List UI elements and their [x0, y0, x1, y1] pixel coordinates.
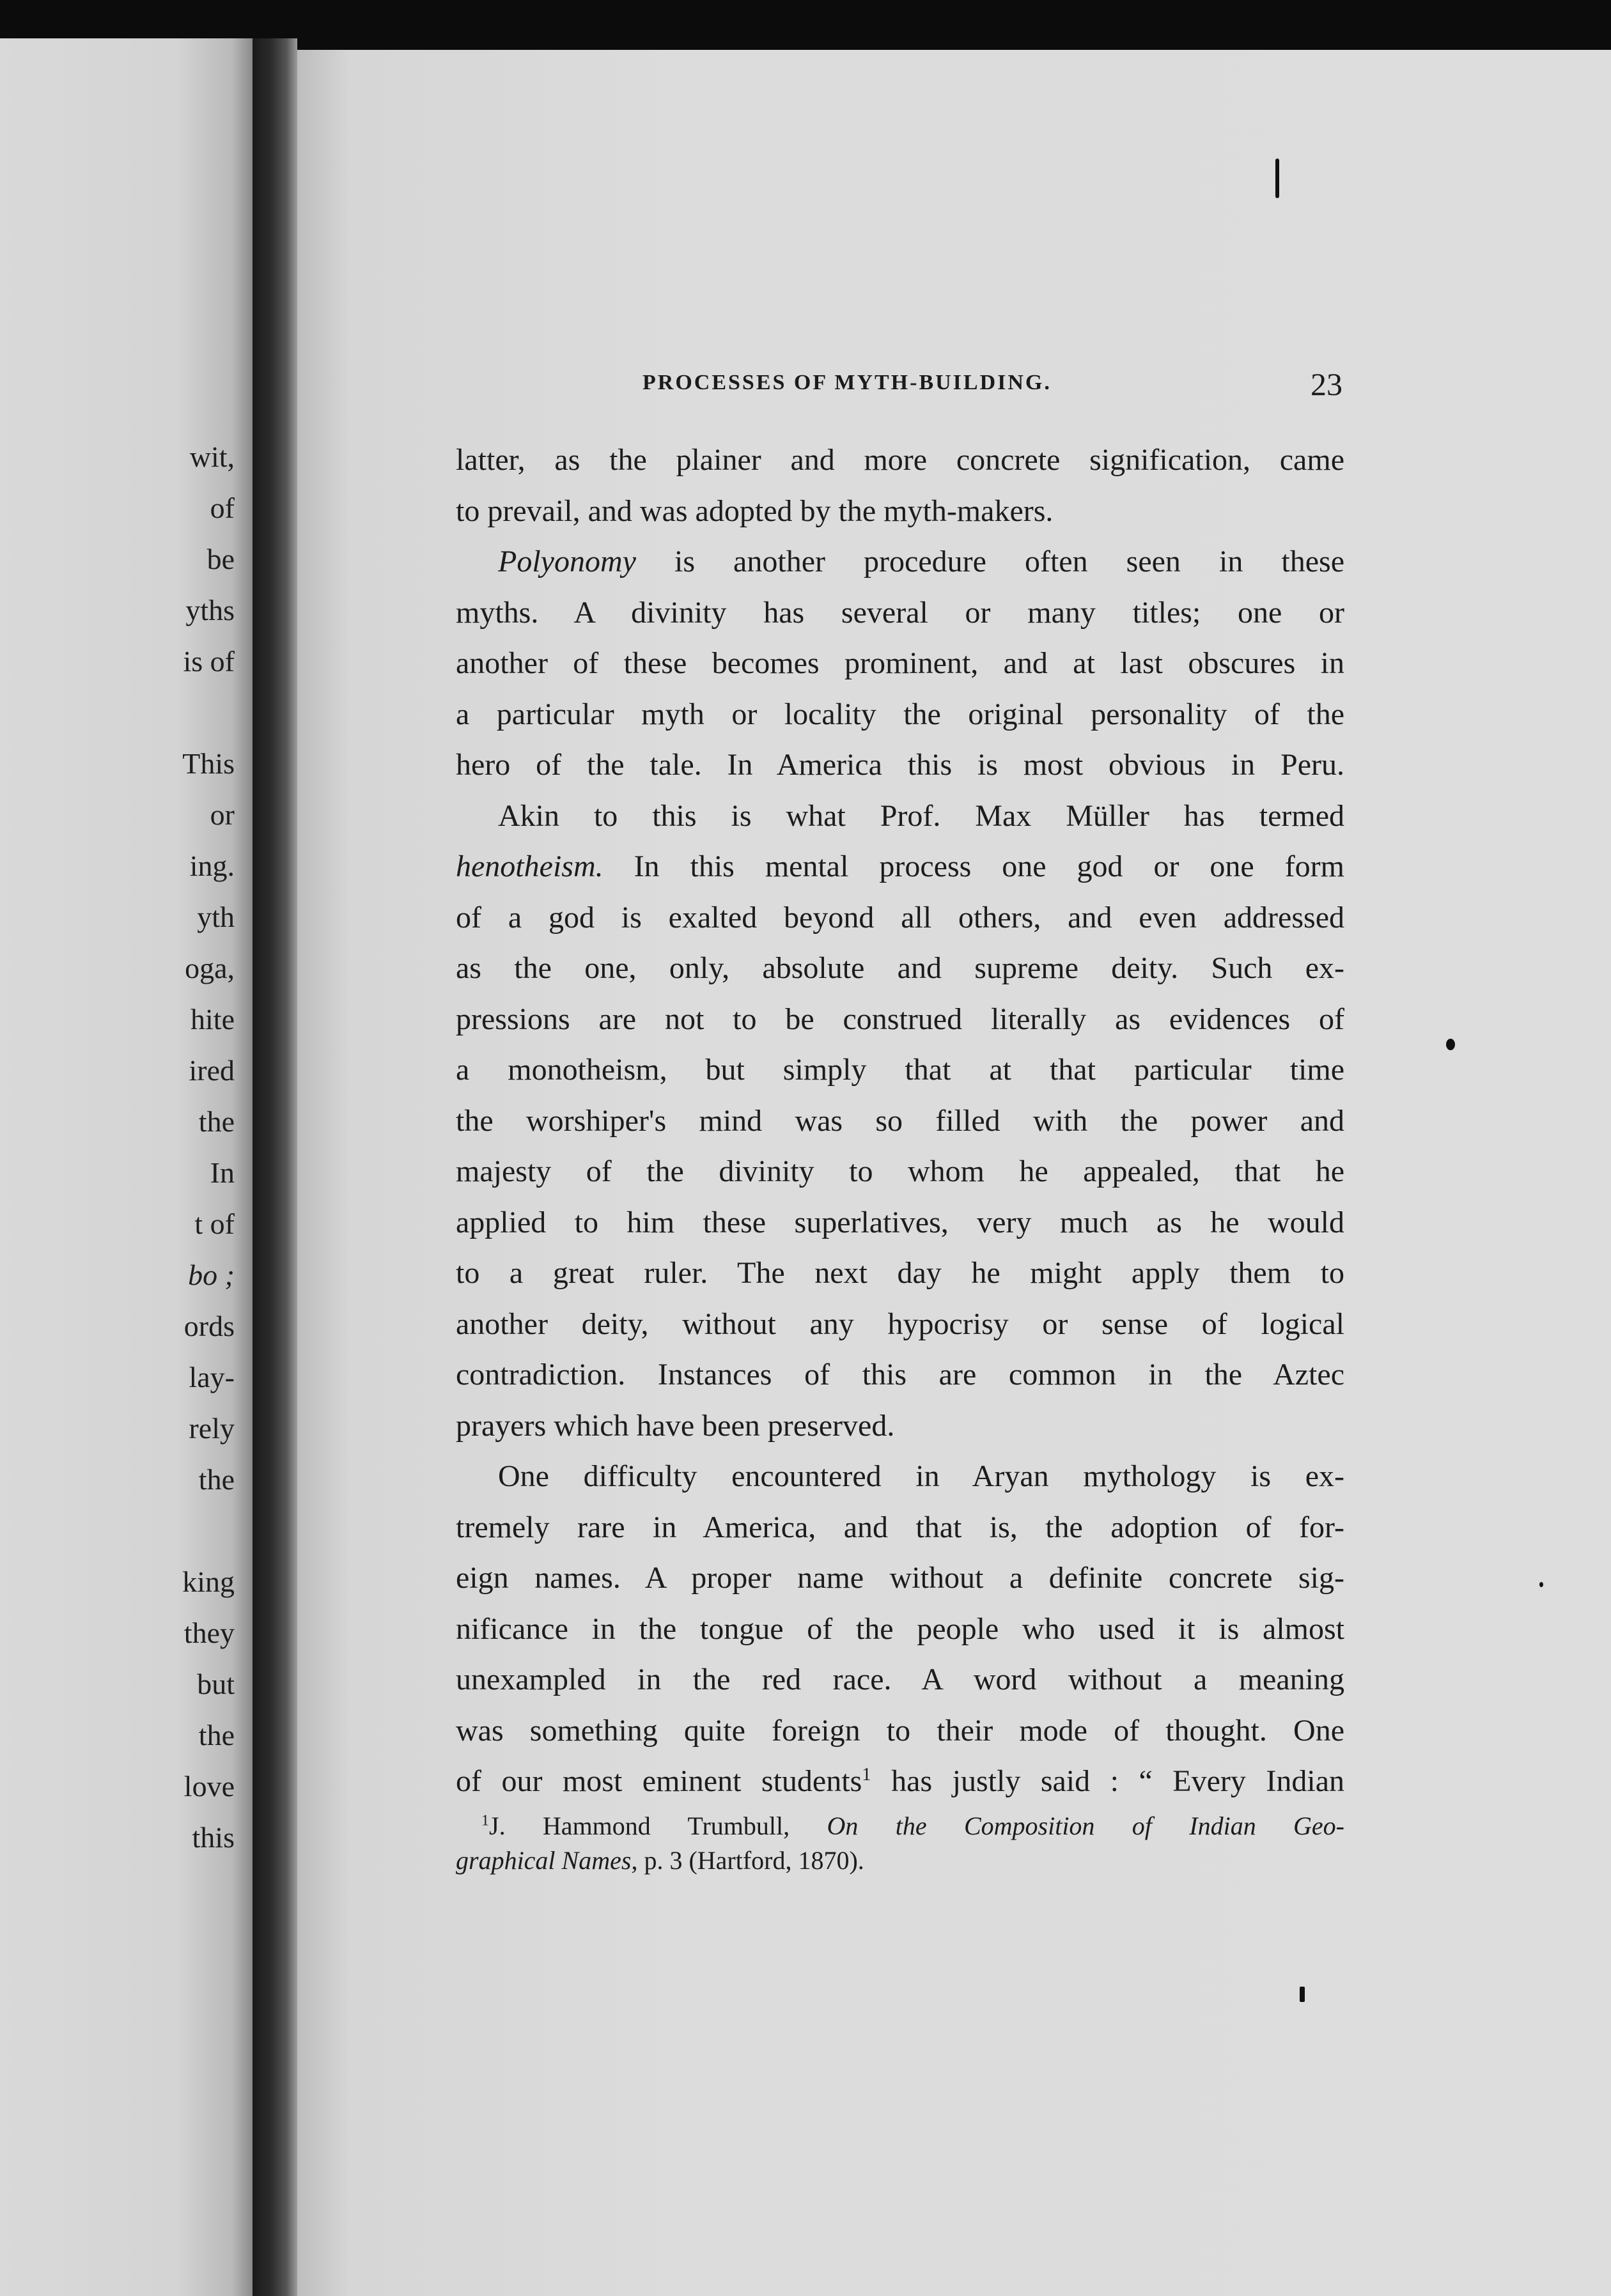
text-line: was something quite foreign to their mode of thought. One [456, 1713, 1344, 1748]
footnote-marker: 1 [481, 1812, 489, 1829]
text-line: hero of the tale. In America this is most obvious in Peru. [456, 748, 1344, 782]
text-line: henotheism. In this mental process one god or one form [456, 849, 1344, 883]
left-page-fragment: this [192, 1821, 235, 1854]
text-line: the worshiper's mind was so filled with the power and [456, 1103, 1344, 1138]
text-line: prayers which have been preserved. [456, 1408, 895, 1443]
left-page-fragment: yth [197, 901, 235, 933]
running-head [642, 366, 1342, 409]
left-page-fragment: lay- [189, 1361, 235, 1393]
text-line: another of these becomes prominent, and at last obscures in [456, 646, 1344, 680]
left-page-fragment: hite [191, 1003, 235, 1036]
scan-speck [1300, 1987, 1305, 2002]
left-page-fragment: yths [185, 594, 235, 626]
text-line: majesty of the divinity to whom he appealed, that he [456, 1154, 1344, 1188]
page-number: 23 [1311, 366, 1342, 402]
text-line: contradiction. Instances of this are common in the Aztec [456, 1358, 1344, 1392]
left-page-fragment: of [210, 492, 235, 524]
body-text [456, 435, 1344, 1807]
italic-term: Polyonomy [498, 545, 636, 578]
left-page-fragment: the [198, 1463, 235, 1496]
text-line: One difficulty encountered in Aryan mythology is ex- [498, 1459, 1344, 1493]
text-line: Polyonomy is another procedure often seen in these [498, 545, 1344, 578]
left-page-fragment: the [198, 1719, 235, 1751]
text-line: another deity, without any hypocrisy or sense of logical [456, 1307, 1344, 1341]
left-page-fragment: or [210, 798, 235, 831]
left-page-fragment: ords [183, 1310, 235, 1342]
left-page-fragment: ired [189, 1054, 235, 1087]
text-line: Akin to this is what Prof. Max Müller has termed [498, 798, 1344, 833]
left-page-fragment: wit, [189, 440, 235, 473]
text-line: to a great ruler. The next day he might apply them to [456, 1256, 1344, 1290]
footnote-line: graphical Names, p. 3 (Hartford, 1870). [456, 1846, 864, 1875]
italic-term: henotheism. [456, 849, 603, 883]
left-page-fragment: ing. [189, 849, 235, 882]
left-page-fragment: bo ; [188, 1259, 235, 1291]
left-page-fragment: oga, [185, 952, 235, 984]
text-line: nificance in the tongue of the people who used it is almost [456, 1611, 1344, 1646]
text-line: a monotheism, but simply that at that particular time [456, 1053, 1344, 1087]
text-line: eign names. A proper name without a definite concrete sig- [456, 1561, 1344, 1595]
footnote-line: $^1$J. Hammond Trumbull, On the Composition of Indian Geo- [481, 1811, 1345, 1840]
left-page-fragment: In [210, 1156, 235, 1189]
text-line: to prevail, and was adopted by the myth-makers. [456, 493, 1054, 528]
scan-speck [1275, 159, 1279, 198]
left-page-fragment: t of [194, 1207, 235, 1240]
text-line: applied to him these superlatives, very much as he would [456, 1205, 1344, 1239]
text-line: unexampled in the red race. A word without a meaning [456, 1663, 1344, 1696]
left-page-fragment: they [183, 1617, 235, 1649]
scan-speck [1446, 1039, 1455, 1050]
left-page-edge [0, 38, 253, 2296]
left-page-fragment: the [198, 1105, 235, 1138]
left-page-fragment: love [183, 1770, 235, 1803]
left-page-fragment: but [197, 1668, 235, 1700]
text-line: of our most eminent students$^1$ has justly said : “ Every Indian [456, 1764, 1344, 1798]
left-page-fragment: be [206, 543, 235, 575]
text-line: pressions are not to be construed literally as evidences of [456, 1002, 1344, 1036]
footnote-ref: 1 [862, 1764, 871, 1785]
footnote-title: On the Composition of Indian Geo- [827, 1811, 1345, 1840]
text-line: a particular myth or locality the original personality of the [456, 697, 1344, 731]
left-page-fragment: This [182, 747, 235, 780]
text-line: as the one, only, absolute and supreme deity. Such ex- [456, 951, 1344, 985]
footnote [456, 1809, 1344, 1878]
footnote-title: graphical Names [456, 1846, 632, 1875]
text-line: latter, as the plainer and more concrete signification, came [456, 443, 1344, 477]
running-head-title: PROCESSES OF MYTH-BUILDING. [642, 371, 1052, 394]
binding-gutter [253, 38, 297, 2296]
left-page-fragment: is of [183, 645, 235, 678]
left-page-fragment: rely [189, 1412, 235, 1445]
text-line: tremely rare in America, and that is, the adoption of for- [456, 1510, 1344, 1544]
left-page-fragment: king [182, 1565, 235, 1598]
scan-speck [1539, 1582, 1543, 1587]
text-line: of a god is exalted beyond all others, and even addressed [456, 900, 1344, 935]
text-line: myths. A divinity has several or many titles; one or [456, 595, 1344, 630]
